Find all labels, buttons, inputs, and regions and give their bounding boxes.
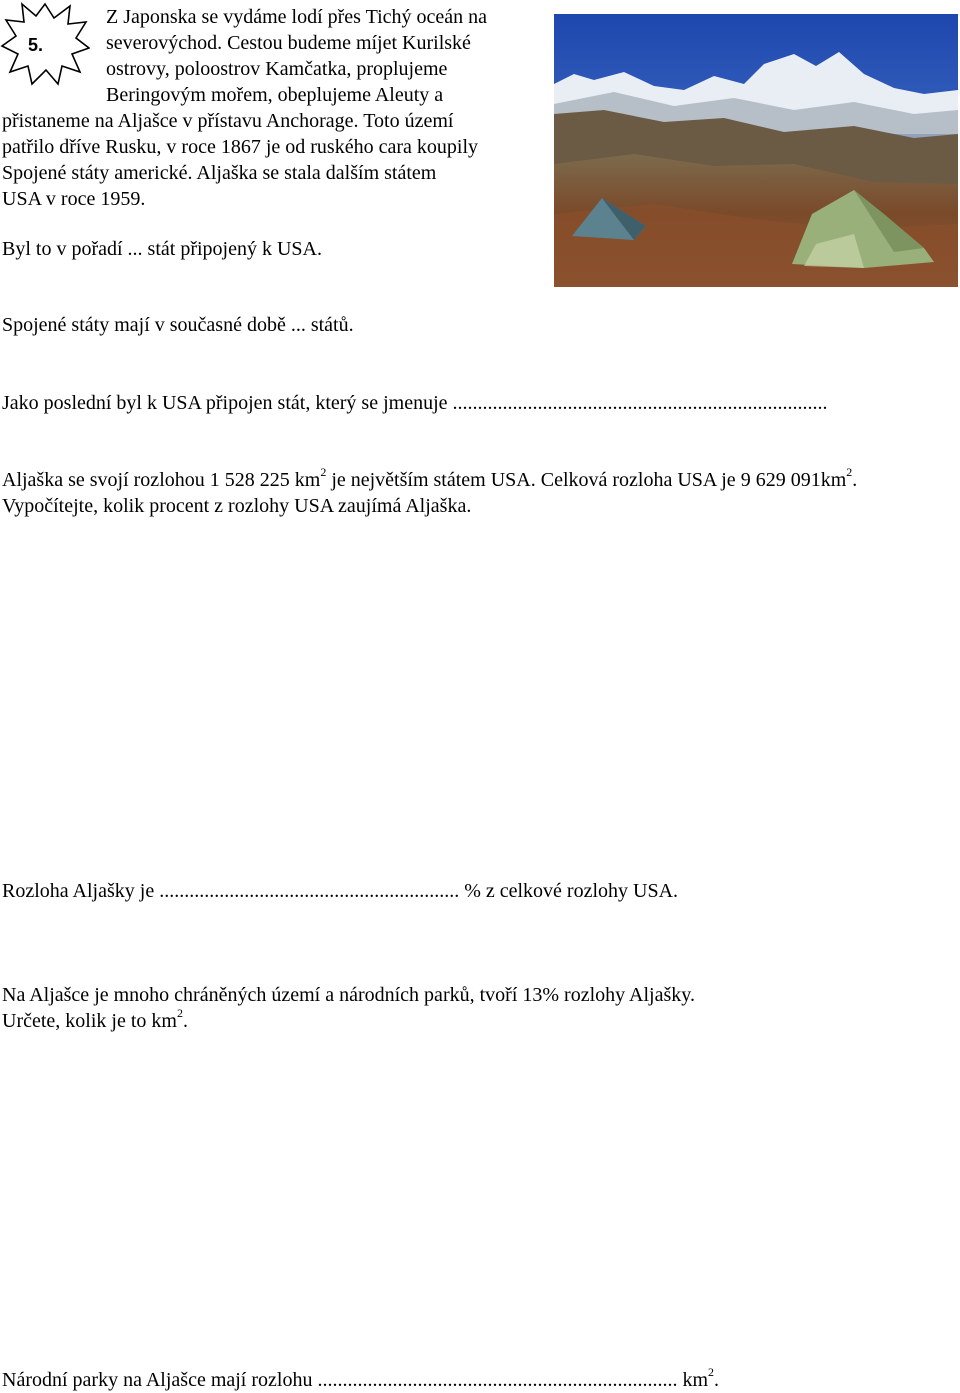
parks-statement: Na Aljašce je mnoho chráněných území a národních parků, tvoří 13% rozlohy Aljašky. xyxy=(2,984,695,1006)
intro-line-8: USA v roce 1959. xyxy=(2,188,146,210)
intro-line-1: Z Japonska se vydáme lodí přes Tichý oceán na xyxy=(106,6,488,28)
intro-line-6: patřilo dříve Rusku, v roce 1867 je od ruského cara koupily xyxy=(2,136,478,158)
area-instruction: Vypočítejte, kolik procent z rozlohy USA zaujímá Aljaška. xyxy=(2,495,472,517)
alaska-tundra-photo xyxy=(554,14,958,287)
intro-line-3: ostrovy, poloostrov Kamčatka, proplujeme xyxy=(106,58,448,80)
star-burst-icon xyxy=(2,4,89,84)
question-last-state: Jako poslední byl k USA připojen stát, který se jmenuje ........................................................................... xyxy=(2,392,828,414)
intro-line-5: přistaneme na Aljašce v přístavu Anchorage. Toto území xyxy=(2,110,454,132)
question-states-count: Spojené státy mají v současné době ... států. xyxy=(2,314,354,336)
area-answer-line: Rozloha Aljašky je ............................................................ % z celkové rozlohy USA. xyxy=(2,880,679,902)
parks-answer-line: Národní parky na Aljašce mají rozlohu ........................................................................ $km^2$. xyxy=(2,1365,720,1391)
question-order: Byl to v pořadí ... stát připojený k USA. xyxy=(2,238,322,260)
task-number: 5. xyxy=(28,35,44,55)
task-number-badge xyxy=(0,0,90,86)
area-statement: Aljaška se svojí rozlohou 1 528 225 $km^2$ je největším státem USA. Celková rozloha USA je 9 629 $091km^2$. xyxy=(2,465,858,491)
intro-line-7: Spojené státy americké. Aljaška se stala dalším státem xyxy=(2,162,437,184)
parks-instruction: Určete, kolik je to $km^2$. xyxy=(2,1006,188,1032)
intro-line-4: Beringovým mořem, obeplujeme Aleuty a xyxy=(106,84,444,106)
intro-line-2: severovýchod. Cestou budeme míjet Kurilské xyxy=(106,32,471,54)
